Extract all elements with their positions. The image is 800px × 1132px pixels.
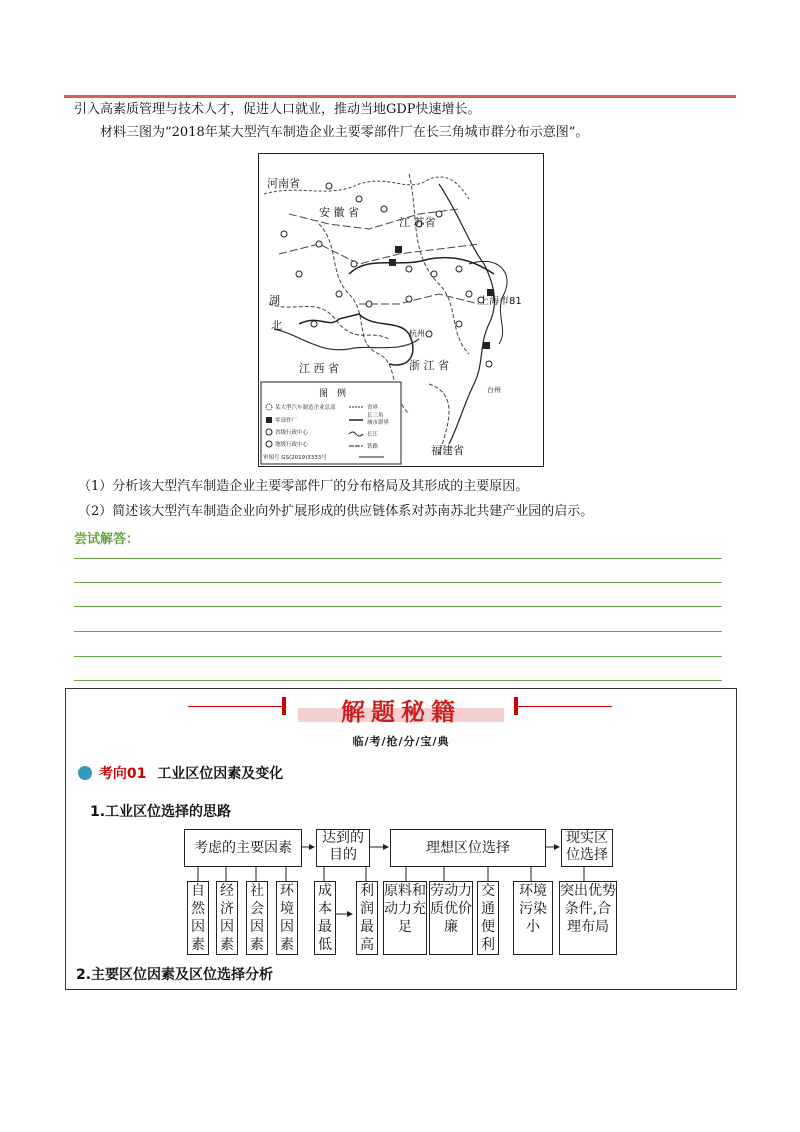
label-hangzhou: 杭州: [409, 329, 425, 338]
topic-title: 工业区位因素及变化: [157, 766, 284, 782]
ideal-material: 原料和动力充足: [383, 881, 427, 955]
topic-number: 考向01: [98, 766, 147, 782]
label-hubei-2: 北: [271, 319, 282, 332]
label-henan: 河南省: [267, 177, 300, 190]
question-2: （2）简述该大型汽车制造企业向外扩展形成的供应链体系对苏南苏北共建产业园的启示。: [78, 504, 594, 519]
legend-river: 长江: [367, 432, 379, 438]
label-hubei-1: 湖: [269, 294, 280, 307]
flow-factors: 考虑的主要因素: [184, 829, 302, 867]
map-figure: [258, 153, 544, 467]
intro-line: 引入高素质管理与技术人才，促进人口就业，推动当地GDP快速增长。: [74, 102, 481, 117]
factor-environment: 环境因素: [276, 881, 298, 955]
legend-note: 审图号 GS(2019)3333号: [263, 455, 327, 461]
factor-social: 社会因素: [246, 881, 268, 955]
legend-parts: 零部件厂: [275, 418, 298, 424]
label-jiangsu: 江 苏省: [399, 216, 436, 229]
subheading-2: 2.主要区位因素及区位选择分析: [76, 967, 274, 983]
label-zhejiang: 浙 江 省: [409, 359, 449, 372]
legend-cluster-2: 城市群界: [367, 420, 390, 426]
ideal-labor: 劳动力质优价廉: [429, 881, 473, 955]
try-answer-label: 尝试解答：: [74, 532, 140, 547]
goal-cost: 成本最低: [314, 881, 336, 955]
banner-rule-right: [518, 706, 612, 707]
banner-title: 解题秘籍: [341, 698, 461, 726]
header-rule: [64, 95, 736, 98]
label-taizhou: 台州: [487, 386, 501, 394]
legend-city-center: 地级行政中心: [275, 442, 309, 448]
real-choice: 突出优势条件,合理布局: [559, 881, 617, 955]
secret-tips-panel: [65, 688, 737, 990]
label-jiangxi: 江 西 省: [299, 362, 339, 375]
legend-prov-center: 省级行政中心: [275, 430, 309, 436]
legend-border: 省界: [367, 405, 379, 411]
legend-hq: 某大型汽车制造企业总部: [275, 405, 336, 411]
flow-real: 现实区位选择: [561, 829, 613, 867]
topic-heading: [78, 763, 283, 783]
material3-caption: 材料三图为“2018年某大型汽车制造企业主要零部件厂在长三角城市群分布示意图”。: [100, 125, 589, 140]
banner: [298, 692, 504, 726]
flow-goal: 达到的目的: [316, 829, 370, 867]
legend-title: 图 例: [319, 389, 347, 399]
label-anhui: 安 徽 省: [319, 206, 359, 219]
banner-subtitle: 临/考/抢/分/宝/典: [352, 735, 450, 748]
label-fujian: 福建省: [431, 444, 464, 457]
answer-line[interactable]: [74, 606, 722, 607]
answer-line[interactable]: [74, 631, 722, 632]
factor-natural: 自然因素: [187, 881, 209, 955]
answer-line[interactable]: [74, 582, 722, 583]
map-drawing: [259, 154, 543, 466]
factor-economic: 经济因素: [216, 881, 238, 955]
legend-cluster: 长三角: [367, 413, 384, 419]
goal-profit: 利润最高: [356, 881, 378, 955]
question-1: （1）分析该大型汽车制造企业主要零部件厂的分布格局及其形成的主要原因。: [78, 479, 529, 494]
answer-line[interactable]: [74, 558, 722, 559]
answer-line[interactable]: [74, 680, 722, 681]
legend-railway: 铁路: [367, 444, 379, 450]
answer-line[interactable]: [74, 656, 722, 657]
flow-ideal: 理想区位选择: [390, 829, 546, 867]
ideal-pollution: 环境污染小: [513, 881, 553, 955]
label-shanghai: 上海市81: [479, 296, 522, 307]
globe-icon: [78, 766, 92, 780]
banner-rule-left: [188, 706, 282, 707]
banner-cap-left: [282, 697, 286, 715]
subheading-1: 1.工业区位选择的思路: [90, 804, 232, 820]
ideal-transport: 交通便利: [477, 881, 499, 955]
